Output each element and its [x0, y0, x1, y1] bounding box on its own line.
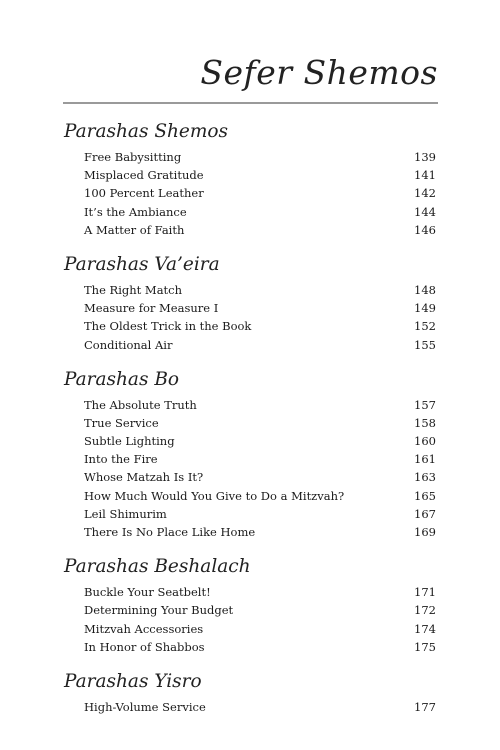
toc-entry[interactable]: [0, 414, 500, 432]
entry-page-number: 139: [414, 150, 436, 164]
toc-entry[interactable]: [0, 317, 500, 335]
toc-entry[interactable]: [0, 638, 500, 656]
toc-entry[interactable]: [0, 166, 500, 184]
entry-title: 100 Percent Leather: [84, 186, 204, 201]
entry-page-number: 165: [414, 488, 436, 503]
entry-title: In Honor of Shabbos: [84, 639, 205, 654]
toc-entry[interactable]: [0, 281, 500, 299]
entry-title: True Service: [84, 415, 159, 430]
toc-entry[interactable]: [0, 432, 500, 450]
toc-section: [0, 551, 500, 666]
entry-title: Conditional Air: [84, 337, 173, 352]
toc-entry[interactable]: [0, 583, 500, 601]
entry-title: Whose Matzah Is It?: [84, 470, 204, 485]
toc-entry[interactable]: [0, 601, 500, 619]
entry-page-number: 171: [414, 585, 436, 600]
entry-page-number: 144: [414, 204, 436, 219]
entry-page-number: 163: [414, 470, 436, 485]
entry-list: [0, 281, 500, 354]
book-title: Sefer Shemos: [200, 53, 438, 92]
entry-title: Subtle Lighting: [84, 434, 175, 449]
entry-title: Free Babysitting: [84, 150, 182, 164]
toc-section: [0, 666, 500, 716]
toc-entry[interactable]: [0, 523, 500, 541]
toc-entry[interactable]: [0, 698, 500, 716]
entry-page-number: 167: [414, 506, 436, 521]
entry-page-number: 149: [414, 301, 436, 316]
entry-page-number: 141: [414, 168, 436, 183]
section-heading: Parashas Bo: [64, 368, 180, 390]
title-divider: [63, 102, 438, 104]
entry-page-number: 169: [414, 525, 436, 539]
section-spacer: [0, 239, 500, 249]
section-spacer: [0, 656, 500, 666]
section-spacer: [0, 354, 500, 364]
entry-title: The Right Match: [84, 282, 183, 297]
toc-section: [0, 364, 500, 552]
entry-title: High-Volume Service: [84, 699, 206, 714]
entry-page-number: 174: [414, 621, 436, 636]
section-heading: Parashas Beshalach: [64, 556, 251, 578]
entry-page-number: 160: [414, 434, 436, 449]
toc-entry[interactable]: [0, 505, 500, 523]
toc-entry[interactable]: [0, 468, 500, 486]
toc-entry[interactable]: [0, 450, 500, 468]
entry-page-number: 175: [414, 639, 436, 654]
toc-entry[interactable]: [0, 336, 500, 354]
entry-title: Determining Your Budget: [84, 603, 234, 618]
entry-title: Misplaced Gratitude: [84, 168, 204, 183]
toc-entry[interactable]: [0, 148, 500, 166]
entry-page-number: 172: [414, 603, 436, 618]
toc-section: [0, 116, 500, 249]
entry-list: [0, 396, 500, 542]
entry-page-number: 155: [414, 337, 436, 352]
entry-page-number: 157: [414, 397, 436, 412]
toc-section: [0, 249, 500, 364]
entry-title: The Absolute Truth: [84, 397, 197, 412]
entry-title: A Matter of Faith: [84, 222, 185, 237]
entry-title: The Oldest Trick in the Book: [84, 319, 252, 334]
toc-entry[interactable]: [0, 221, 500, 239]
entry-title: Buckle Your Seatbelt!: [84, 585, 211, 600]
toc-entry[interactable]: [0, 620, 500, 638]
section-heading: Parashas Va’eira: [64, 253, 220, 275]
entry-page-number: 148: [414, 282, 436, 297]
toc-entry[interactable]: [0, 203, 500, 221]
toc-entry[interactable]: [0, 396, 500, 414]
entry-title: Into the Fire: [84, 452, 158, 467]
section-heading: Parashas Shemos: [64, 121, 229, 142]
entry-page-number: 146: [414, 222, 436, 237]
entry-page-number: 161: [414, 452, 436, 467]
section-spacer: [0, 541, 500, 551]
table-of-contents: [0, 116, 500, 716]
entry-page-number: 152: [414, 319, 436, 334]
entry-page-number: 142: [414, 186, 436, 201]
entry-title: Leil Shimurim: [84, 506, 167, 521]
entry-title: It’s the Ambiance: [84, 204, 187, 219]
toc-entry[interactable]: [0, 184, 500, 202]
toc-entry[interactable]: [0, 487, 500, 505]
entry-list: [0, 698, 500, 716]
entry-list: [0, 583, 500, 656]
entry-page-number: 177: [414, 699, 436, 714]
entry-title: There Is No Place Like Home: [84, 525, 256, 539]
entry-title: Measure for Measure I: [84, 301, 219, 316]
entry-list: [0, 148, 500, 239]
entry-page-number: 158: [414, 415, 436, 430]
section-heading: Parashas Yisro: [64, 670, 202, 692]
toc-entry[interactable]: [0, 299, 500, 317]
entry-title: Mitzvah Accessories: [84, 621, 204, 636]
entry-title: How Much Would You Give to Do a Mitzvah?: [84, 488, 345, 503]
